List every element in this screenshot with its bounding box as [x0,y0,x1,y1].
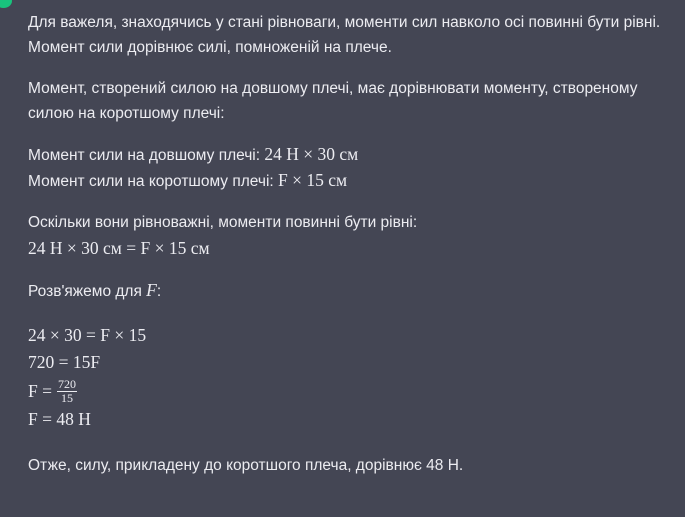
solve-text: Розв'яжемо для [28,283,147,300]
fraction [57,378,77,405]
fraction-numerator: 720 [57,376,76,391]
long-arm-moment-label: Момент сили на довшому плечі: [28,147,265,164]
equation-step-2: 720 = 15F [28,352,101,372]
solution-steps [28,322,668,433]
solve-variable: F [146,280,157,300]
solve-heading [28,278,668,304]
long-arm-moment-expr: 24 Н × 30 см [264,144,359,164]
moment-paragraph: Момент, створений силою на довшому плечі, має дорівнювати моменту, створеному силою на коротшому плечі: [28,80,638,122]
assistant-message [28,10,668,478]
short-arm-moment-line [28,168,668,194]
equation-step-4: F = 48 Н [28,409,91,429]
equation-step-1: 24 × 30 = F × 15 [28,325,147,345]
equation-step-3 [28,376,668,406]
assistant-avatar [0,0,12,8]
intro-paragraph: Для важеля, знаходячись у стані рівноваги, моменти сил навколо осі повинні бути рівні. Момент сили дорівнює силі, помноженій на плече. [28,14,661,56]
conclusion-paragraph: Отже, силу, прикладену до коротшого плеча, дорівнює 48 Н. [28,457,464,474]
short-arm-moment-label: Момент сили на коротшому плечі: [28,173,279,190]
moments-block [28,142,668,194]
long-arm-moment-line [28,142,668,168]
balance-equation: 24 Н × 30 см = F × 15 см [28,238,210,258]
fraction-denominator: 15 [60,390,73,405]
solve-colon: : [156,283,162,300]
short-arm-moment-expr: F × 15 см [278,170,348,190]
equation-step-3-lhs: F = [28,380,52,401]
balance-block [28,210,668,262]
balance-text: Оскільки вони рівноважні, моменти повинні бути рівні: [28,214,418,231]
